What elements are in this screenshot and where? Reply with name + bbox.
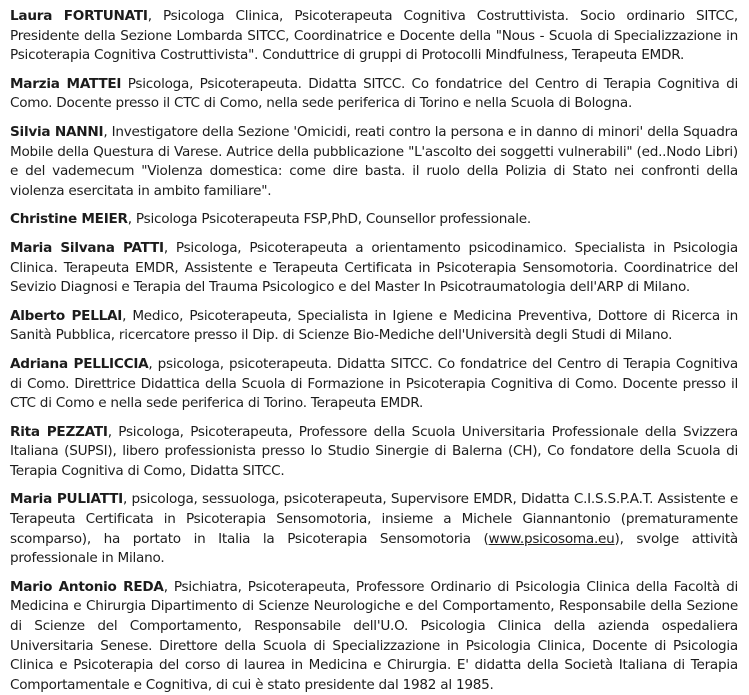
bio-text: , Investigatore della Sezione 'Omicidi, reati contro la persona e in danno di minori' della Squadra Mobile della Questura di Varese. Autrice della pubblicazione "L'ascolto dei soggetti vulnerabili" (ed..Nodo Libri) e del vademecum "Violenza domestica: come dire basta. il ruolo della Polizia di Stato nei confronti della violenza esercitata in ambito familiare". (10, 123, 738, 199)
bio-text: , Psicologa, Psicoterapeuta, Professore della Scuola Universitaria Professionale della Svizzera Italiana (SUPSI), libero professionista presso lo Studio Sinergie di Balerna (CH), Co fondatore della Scuola di Terapia Cognitiva di Como, Didatta SITCC. (10, 423, 738, 479)
bio-text: , psicologa, psicoterapeuta. Didatta SITCC. Co fondatrice del Centro di Terapia Cognitiva di Como. Direttrice Didattica della Scuola di Formazione in Psicoterapia Cognitiva di Como. Docente presso il CTC di Como e nella sede periferica di Torino. Terapeuta EMDR. (10, 355, 738, 412)
person-name: Silvia NANNI (10, 123, 104, 140)
bio-paragraph (10, 239, 738, 298)
bio-paragraph (10, 423, 738, 482)
person-name: Laura FORTUNATI (10, 8, 148, 24)
psicosoma-link[interactable]: www.psicosoma.eu (488, 530, 615, 547)
bio-paragraph (10, 490, 738, 568)
bio-paragraph (10, 75, 738, 114)
bio-text: ), svolge attività professionale in Milano. (10, 530, 738, 567)
person-name: Alberto PELLAI (10, 307, 123, 324)
bio-text: , Psicologa Clinica, Psicoterapeuta Cognitiva Costruttivista. Socio ordinario SITCC, Presidente della Sezione Lombarda SITCC, Coordinatrice e Docente della "Nous - Scuola di Specializzazione in Psicoterapia Cognitiva Costruttivista". Conduttrice di gruppi di Protocolli Mindfulness, Terapeuta EMDR. (10, 8, 738, 64)
bio-paragraph (10, 123, 738, 201)
bio-paragraph (10, 355, 738, 414)
person-name: Maria PULIATTI (10, 491, 123, 508)
person-name: Maria Silvana PATTI (10, 239, 164, 256)
bio-text: , Psichiatra, Psicoterapeuta, Professore Ordinario di Psicologia Clinica della Facoltà di Medicina e Chirurgia Dipartimento di Scienze Neurologiche e del Comportamento, Responsabile della Sezione di Scienze del Comportamento, Responsabile dell'U.O. Psicologia Clinica della azienda ospedaliera Universitaria Senese. Direttore della Scuola di Specializzazione in Psicologia Clinica, Docente di Psicologia Clinica e Psicoterapia del corso di laurea in Medicina e Chirurgia. E' didatta della Società Italiana di Terapia Comportamentale e Cognitiva, di cui è stato presidente dal 1982 al 1985. (10, 578, 738, 693)
bio-paragraph (10, 210, 738, 230)
person-name: Mario Antonio REDA (10, 578, 164, 595)
person-name: Marzia MATTEI (10, 75, 122, 92)
bio-text: Psicologa, Psicoterapeuta. Didatta SITCC. Co fondatrice del Centro di Terapia Cognitiva di Como. Docente presso il CTC di Como, nella sede periferica di Torino e nella Scuola di Bologna. (10, 75, 738, 112)
person-name: Rita PEZZATI (10, 423, 108, 440)
bio-paragraph (10, 578, 738, 695)
bio-paragraph (10, 7, 738, 66)
bio-text: , Psicologa, Psicoterapeuta a orientamento psicodinamico. Specialista in Psicologia Clinica. Terapeuta EMDR, Assistente e Terapeuta Certificata in Psicoterapia Sensomotoria. Coordinatrice del Sevizio Diagnosi e Terapia del Trauma Psicologico e del Master In Psicotraumatologia dell'ARP di Milano. (10, 239, 738, 296)
bio-text: , Medico, Psicoterapeuta, Specialista in Igiene e Medicina Preventiva, Dottore di Ricerca in Sanità Pubblica, ricercatore presso il Dip. di Scienze Bio-Mediche dell'Università degli Studi di Milano. (10, 307, 738, 344)
bio-paragraph (10, 307, 738, 346)
person-name: Christine MEIER (10, 211, 128, 228)
bio-text: , Psicologa Psicoterapeuta FSP,PhD, Counsellor professionale. (127, 211, 531, 228)
bio-text: , psicologa, sessuologa, psicoterapeuta, Supervisore EMDR, Didatta C.I.S.S.P.A.T. Assistente e Terapeuta Certificata in Psicoterapia Sensomotoria, insieme a Michele Giannantonio (prematuramente scomparso), ha portato in Italia la Psicoterapia Sensomotoria ( (10, 491, 738, 547)
person-name: Adriana PELLICCIA (10, 355, 149, 372)
